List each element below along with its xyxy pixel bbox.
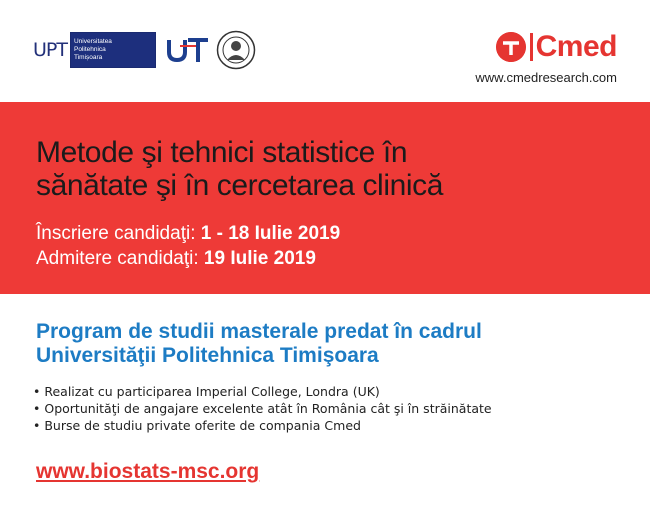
upt-logo-line: Universitatea [73,38,112,45]
cmed-logo-separator [530,33,533,61]
course-title-line: sănătate şi în cercetarea clinică [36,169,444,202]
cmed-website-link[interactable]: www.cmedresearch.com [475,70,617,85]
university-seal-logo [216,30,256,70]
list-item: • Realizat cu participarea Imperial College, Londra (UK) [33,383,492,400]
upt-logo-letters: UPT [33,39,67,61]
upt-logo-box [70,32,156,68]
program-heading-line: Universităţii Politehnica Timişoara [36,344,379,367]
list-item: • Oportunităţi de angajare excelente atât în România cât şi în străinătate [33,400,492,417]
admission-value: 19 Iulie 2019 [203,248,316,269]
course-title [36,136,636,202]
upt-logo-line: Timișoara [73,54,103,61]
program-heading [36,320,482,368]
features-list [33,383,492,434]
cmed-logo [496,32,617,62]
enrollment-label: Înscriere candidaţi: [36,223,201,244]
course-title-line: Metode şi tehnici statistice în [36,136,408,169]
enrollment-value: 1 - 18 Iulie 2019 [200,223,341,244]
upt-logo-line: Politehnica [73,46,106,53]
cmed-name: Cmed [535,30,617,63]
admission-date [36,246,340,271]
program-heading-line: Program de studii masterale predat în cadrul [36,320,482,343]
cmed-t-icon [496,32,526,62]
list-item: • Burse de studiu private oferite de compania Cmed [33,417,492,434]
partner-logos [33,30,256,70]
enrollment-dates [36,221,340,246]
dates-block [36,221,340,271]
admission-label: Admitere candidaţi: [36,248,204,269]
upt-logo [33,31,156,69]
ut-logo [166,36,210,64]
program-website-link[interactable]: www.biostats-msc.org [36,460,260,483]
